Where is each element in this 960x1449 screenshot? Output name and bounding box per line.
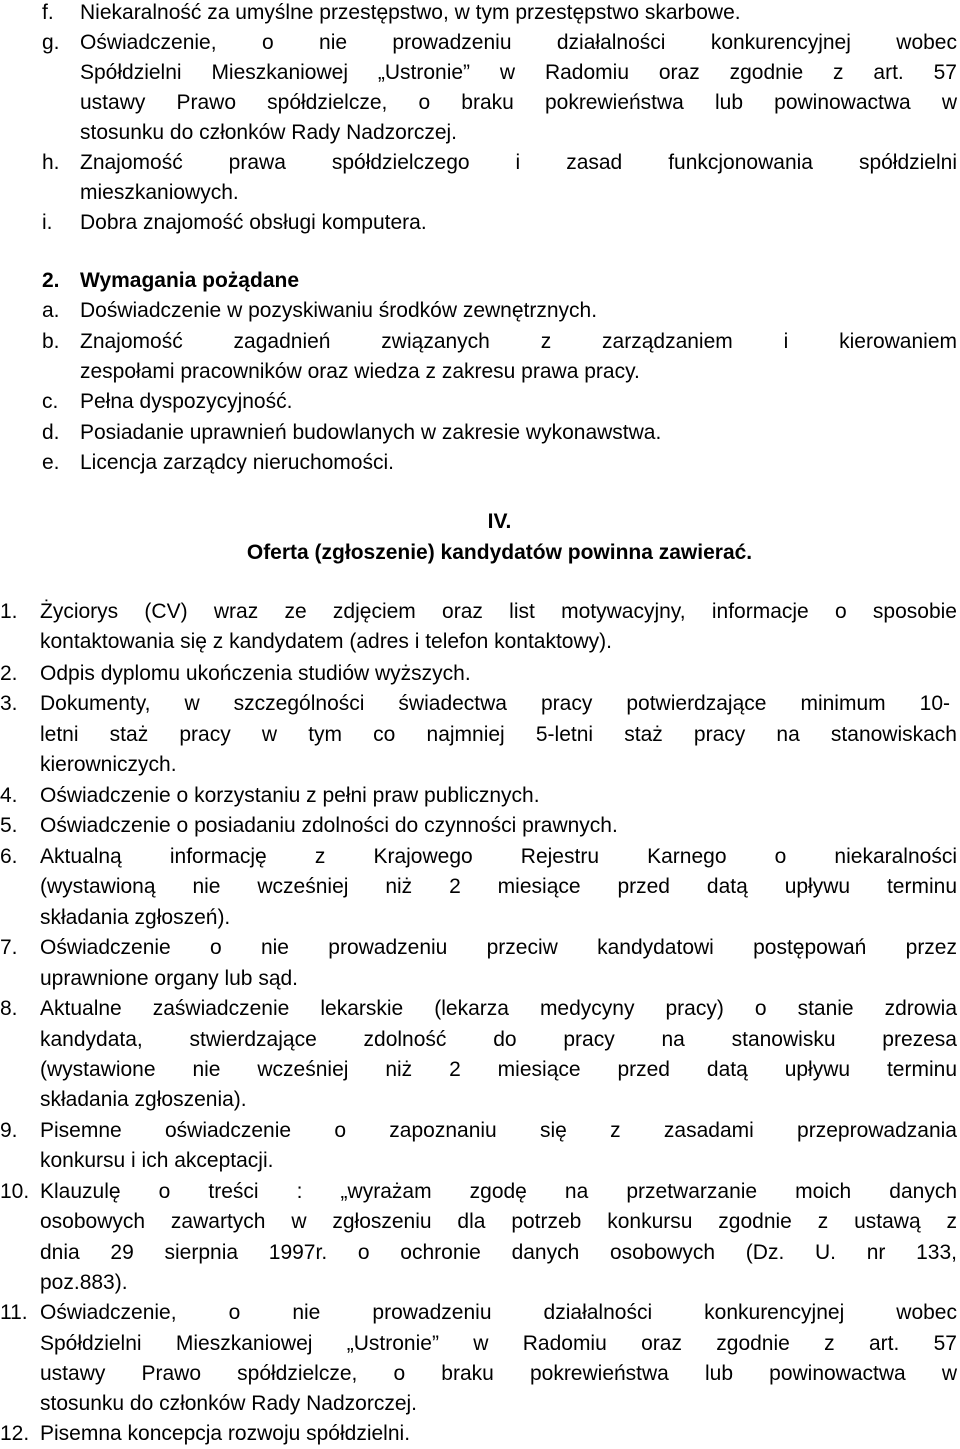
item-label: b. (42, 330, 60, 353)
item-text: Oświadczenie, o nie prowadzeniu działalności konkurencyjnej wobec (40, 1301, 957, 1324)
item-label: e. (42, 451, 60, 474)
item-text: kandydata, stwierdzające zdolność do pracy na stanowisku prezesa (40, 1028, 957, 1051)
item-label: d. (42, 421, 60, 444)
item-label: 1. (0, 600, 18, 623)
item-text: (wystawioną nie wcześniej niż 2 miesiące przed datą upływu terminu (40, 875, 957, 898)
item-text: stosunku do członków Rady Nadzorczej. (40, 1392, 418, 1415)
section-title: Oferta (zgłoszenie) kandydatów powinna zawierać. (246, 541, 753, 564)
item-label: 9. (0, 1119, 18, 1142)
item-text: Spółdzielni Mieszkaniowej „Ustronie” w Radomiu oraz zgodnie z art. 57 (80, 61, 957, 84)
item-text: letni staż pracy w tym co najmniej 5-letni staż pracy na stanowiskach (40, 723, 957, 746)
item-text: Znajomość zagadnień związanych z zarządzaniem i kierowaniem (80, 330, 957, 353)
item-label: 3. (0, 692, 18, 715)
item-text: ustawy Prawo spółdzielcze, o braku pokrewieństwa lub powinowactwa w (40, 1362, 957, 1385)
item-label: 8. (0, 997, 18, 1020)
item-label: 4. (0, 784, 18, 807)
item-text: Życiorys (CV) wraz ze zdjęciem oraz list motywacyjny, informacje o sposobie (40, 600, 957, 623)
item-label: 5. (0, 814, 18, 837)
item-text: Licencja zarządcy nieruchomości. (80, 451, 394, 474)
item-text: kierowniczych. (40, 753, 177, 776)
item-text: składania zgłoszeń). (40, 906, 231, 929)
item-text: Spółdzielni Mieszkaniowej „Ustronie” w Radomiu oraz zgodnie z art. 57 (40, 1332, 957, 1355)
section-numeral: IV. (487, 510, 512, 533)
item-text: Posiadanie uprawnień budowlanych w zakresie wykonawstwa. (80, 421, 662, 444)
item-text: uprawnione organy lub sąd. (40, 967, 299, 990)
item-text: Pełna dyspozycyjność. (80, 390, 293, 413)
item-text: Oświadczenie o posiadaniu zdolności do czynności prawnych. (40, 814, 618, 837)
item-label: h. (42, 151, 60, 174)
item-label: g. (42, 31, 60, 54)
item-text: Odpis dyplomu ukończenia studiów wyższych. (40, 662, 471, 685)
item-label: 2. (0, 662, 18, 685)
item-text: kontaktowania się z kandydatem (adres i telefon kontaktowy). (40, 630, 612, 653)
item-text: zespołami pracowników oraz wiedza z zakresu prawa pracy. (80, 360, 640, 383)
item-text: Oświadczenie o korzystaniu z pełni praw publicznych. (40, 784, 540, 807)
item-text: dnia 29 sierpnia 1997r. o ochronie danych osobowych (Dz. U. nr 133, (40, 1241, 957, 1264)
item-label: f. (42, 1, 54, 24)
item-text: Aktualną informację z Krajowego Rejestru Karnego o niekaralności (40, 845, 957, 868)
item-text: Oświadczenie, o nie prowadzeniu działalności konkurencyjnej wobec (80, 31, 957, 54)
item-text: Pisemna koncepcja rozwoju spółdzielni. (40, 1422, 411, 1445)
item-text: mieszkaniowych. (80, 181, 239, 204)
section-title: Wymagania pożądane (80, 269, 300, 292)
item-label: 12. (0, 1422, 30, 1445)
item-text: Klauzulę o treści : „wyrażam zgodę na przetwarzanie moich danych (40, 1180, 957, 1203)
item-text: konkursu i ich akceptacji. (40, 1149, 274, 1172)
item-label: i. (42, 211, 53, 234)
item-text: stosunku do członków Rady Nadzorczej. (80, 121, 458, 144)
item-text: Doświadczenie w pozyskiwaniu środków zewnętrznych. (80, 299, 598, 322)
item-text: składania zgłoszenia). (40, 1088, 247, 1111)
item-text: Dokumenty, w szczególności świadectwa pracy potwierdzające minimum 10- (40, 692, 950, 715)
item-label: 6. (0, 845, 18, 868)
item-text: ustawy Prawo spółdzielcze, o braku pokrewieństwa lub powinowactwa w (80, 91, 957, 114)
item-text: Niekaralność za umyślne przestępstwo, w tym przestępstwo skarbowe. (80, 1, 741, 24)
item-text: Oświadczenie o nie prowadzeniu przeciw kandydatowi postępowań przez (40, 936, 957, 959)
section-number: 2. (42, 269, 60, 292)
item-text: osobowych zawartych w zgłoszeniu dla potrzeb konkursu zgodnie z ustawą z (40, 1210, 957, 1233)
item-text: Dobra znajomość obsługi komputera. (80, 211, 427, 234)
item-text: Aktualne zaświadczenie lekarskie (lekarza medycyny pracy) o stanie zdrowia (40, 997, 957, 1020)
item-label: a. (42, 299, 60, 322)
item-label: 11. (0, 1301, 28, 1324)
item-text: Znajomość prawa spółdzielczego i zasad funkcjonowania spółdzielni (80, 151, 957, 174)
item-label: 7. (0, 936, 18, 959)
item-text: Pisemne oświadczenie o zapoznaniu się z zasadami przeprowadzania (40, 1119, 957, 1142)
item-label: c. (42, 390, 59, 413)
item-text: poz.883). (40, 1271, 128, 1294)
item-text: (wystawione nie wcześniej niż 2 miesiące przed datą upływu terminu (40, 1058, 957, 1081)
item-label: 10. (0, 1180, 30, 1203)
